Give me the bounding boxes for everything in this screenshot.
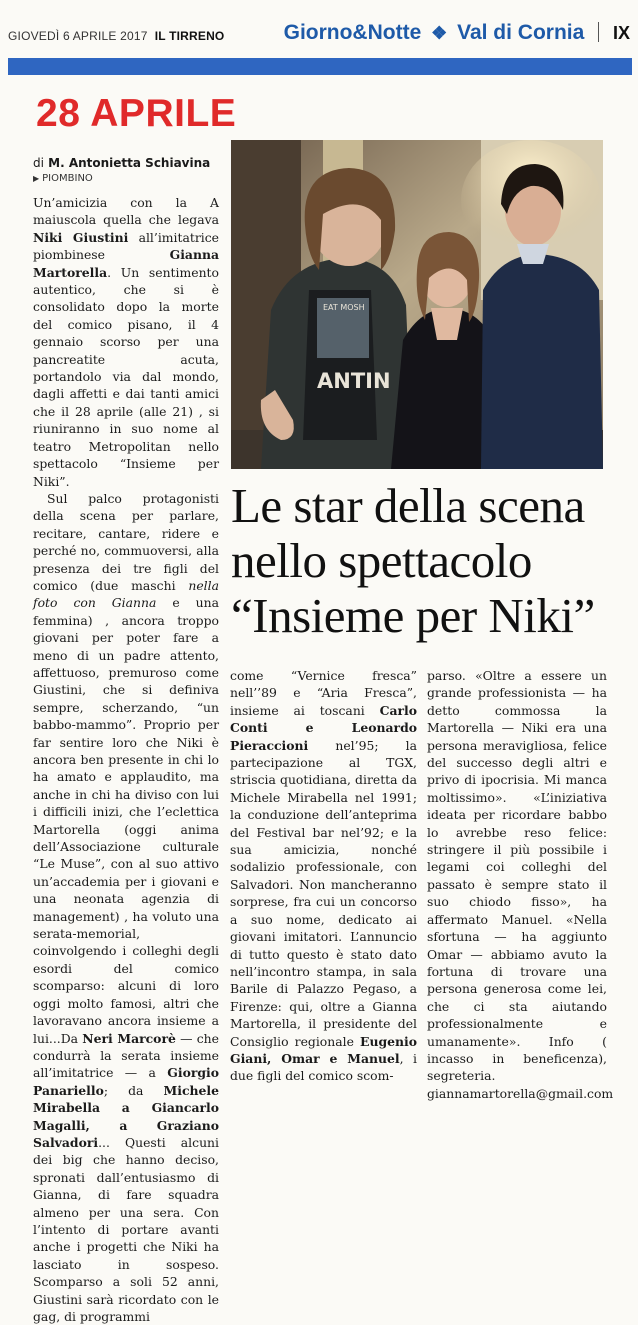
text-run: , i due figli del comico scom- [230,1050,418,1084]
bold-run: Neri Marcorè [82,1030,176,1046]
newspaper-name: IL TIRRENO [154,29,225,43]
paragraph [230,667,417,1085]
headline-line: “Insieme per Niki” [231,588,595,643]
shirt-text-main: ANTIN [317,369,391,393]
header-divider [598,22,599,42]
header-color-band [8,58,632,75]
page-number: IX [612,23,630,43]
article-column-2 [230,667,417,1085]
issue-date: GIOVEDÌ 6 APRILE 2017 [8,29,148,43]
bold-run: Carlo Conti e Leonardo Pieraccioni [230,702,417,753]
article-photo [231,140,603,469]
triangle-icon: ▶ [33,174,40,183]
header-left [8,29,224,43]
bold-run: Michele Mirabella a Giancarlo Magalli, a Graziano Salvadori [33,1082,219,1150]
headline-line: Le star della scena [231,478,585,533]
article-column-1 [33,194,219,1325]
photo-illustration [231,140,603,469]
text-run: — che condurrà la serata insieme all’imitatrice — a [33,1030,219,1081]
text-run: Un’amicizia con la A maiuscola quella che legava [33,195,219,228]
article-column-3 [427,667,614,1102]
text-run: come “Vernice fresca” nell’’89 e “Aria Fresca”, insieme ai toscani [230,668,417,718]
text-run: all’imitatrice piombinese [33,229,219,263]
bold-run: Giorgio Panariello [33,1065,219,1098]
section-name: Giorno&Notte [283,21,422,44]
text-run: parso. «Oltre a essere un grande professionista — ha detto commossa la Martorella — Niki era una persona meravigliosa, felice del successo degli altri e privo di ipocrisia. Mi manca moltissimo». «L’iniziativa ideata per ricordare babbo lo avrebbe reso felice: stringere il più possibile i legami coi colleghi del passato è sempre stato il suo chiodo fisso», ha affermato Manuel. «Nella sfortuna — ha aggiunto Omar — abbiamo avuto la fortuna di trovare una persona generosa come lei, che ci sta aiutando professionalmente e umanamente». Info ( incasso in beneficenza), segreteria. giannamartorella@gmail.com [427,668,614,1101]
text-run: Sul palco protagonisti della scena per parlare, recitare, cantare, ridere e perché no, commuoversi, alla presenza dei tre figli del comico (due maschi [33,490,219,593]
byline [33,156,210,170]
author-name: M. Antonietta Schiavina [48,156,211,170]
diamond-separator-icon: ❖ [431,23,448,43]
area-name: Val di Cornia [457,21,585,44]
headline-line: nello spettacolo [231,533,532,588]
text-run: . Un sentimento autentico, che si è consolidato dopo la morte del comico pisano, il 4 gennaio scorso per una pancreatite acuta, portandolo via dal mondo, dagli affetti e dai tanti amici che il 28 aprile (alle 21) , si riuniranno in suo nome al teatro Metropolitan nello spettacolo “Insieme per Niki”. [33,264,219,489]
paragraph [33,490,219,1325]
paragraph [33,194,219,490]
page-header [0,0,638,50]
bold-run: Gianna Martorella [33,247,219,280]
text-run: ; da [103,1082,164,1098]
dateline-place: PIOMBINO [42,173,93,184]
text-run: e una femmina) , ancora troppo giovani per poter fare a meno di un padre attento, affettuoso, premuroso come Giustini, che si definiva sempre, scherzando, “un babbo-mammo”. Proprio per far sentire loro che Niki è ancora ben presente in chi lo ha amato e applaudito, ma anche in chi ha diviso con lui i difficili inizi, che l’eclettica Martorella (oggi anima dell’Associazione culturale “Le Muse”, con al suo attivo un’accademia per i giovani e una neonata agenzia di management) , ha voluto una serata-memorial, coinvolgendo i colleghi degli esordi del comico scomparso: alcuni di loro oggi molto famosi, altri che lavoravano ancora insieme a lui...Da [33,595,219,1046]
byline-prefix: di [33,156,44,170]
bold-run: Eugenio Giani, Omar e Manuel [230,1033,417,1066]
paragraph [427,667,614,1102]
event-date-heading: 28 APRILE [36,92,237,135]
article-headline [231,478,616,643]
text-run: ... Questi alcuni dei big che hanno deciso, spronati dall’entusiasmo di Gianna, di fare squadra almeno per una sera. Con l’intento di portare avanti anche i progetti che Niki ha lasciato in sospeso. Scomparso a soli 52 anni, Giustini sarà ricordato con le gag, di programmi [33,1134,219,1324]
shirt-text-top: EAT MOSH [323,303,365,312]
italic-run: nella foto con Gianna [33,577,219,611]
bold-run: Niki Giustini [33,229,129,245]
dateline [33,173,93,184]
text-run: nel’95; la partecipazione al TGX, striscia quotidiana, diretta da Michele Mirabella nel 1991; la conduzione dell’anteprima del Festival bar nel’92; e la sua amicizia, nonché sodalizio professionale, con Salvadori. Non mancheranno sorprese, fra cui un concorso a suo nome, dedicato ai giovani imitatori. L’annuncio di tutto questo è stato dato nell’incontro stampa, in sala Barile di Palazzo Pegaso, a Firenze: qui, oltre a Gianna Martorella, il presidente del Consiglio regionale [230,737,417,1049]
header-right [284,21,630,45]
